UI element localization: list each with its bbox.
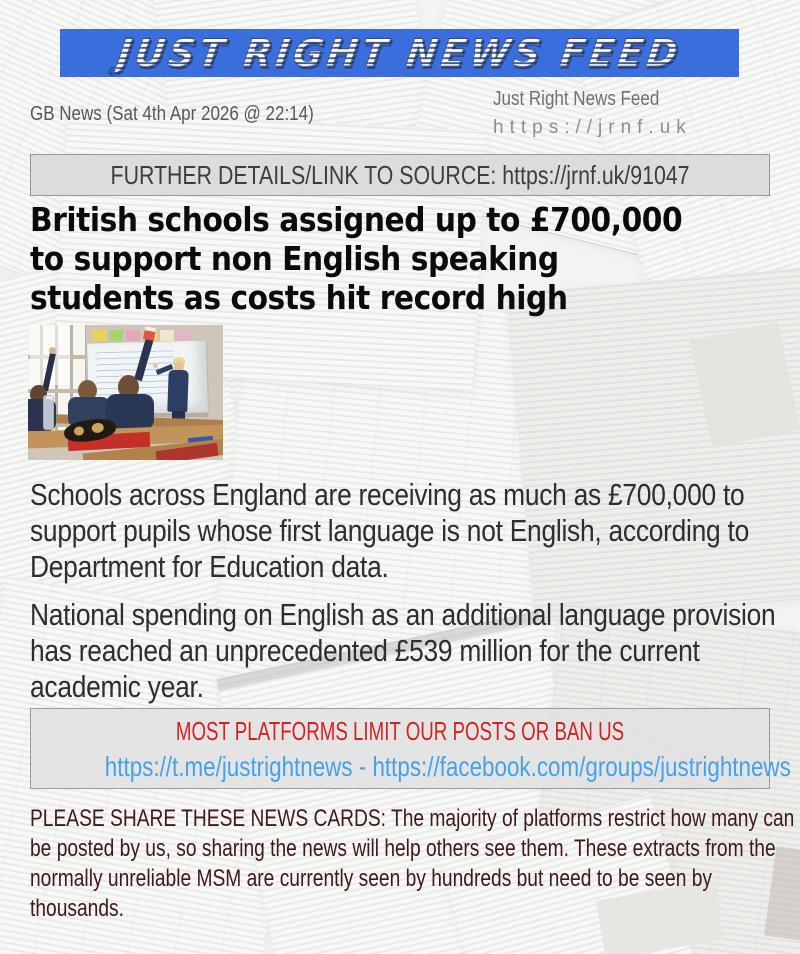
- headline-line: to support non English speaking: [30, 239, 559, 278]
- share-request-line: PLEASE SHARE THESE NEWS CARDS: The majority of platforms restrict how many can: [30, 805, 795, 832]
- share-request-line: thousands.: [30, 895, 124, 922]
- platform-warning-text: MOST PLATFORMS LIMIT OUR POSTS OR BAN US: [175, 716, 625, 746]
- headline-line: students as costs hit record high: [30, 278, 568, 317]
- share-request-line: be posted by us, so sharing the news will help others see them. These extracts from the: [30, 835, 776, 862]
- share-warning-box: [30, 708, 791, 789]
- body-line: support pupils whose first language is not English, according to: [30, 513, 749, 548]
- body-paragraph: [30, 597, 790, 705]
- raised-arm: [143, 326, 156, 341]
- body-line: Schools across England are receiving as much as £700,000 to: [30, 477, 745, 512]
- logo-banner: [60, 29, 739, 77]
- headline-line: British schools assigned up to £700,000: [30, 200, 683, 239]
- body-line: Department for Education data.: [30, 549, 389, 584]
- body-line: has reached an unprecedented £539 million for the current: [30, 633, 700, 668]
- teacher-figure: [167, 370, 188, 413]
- brand-url[interactable]: https://jrnf.uk: [493, 117, 692, 138]
- water-bottle: [43, 395, 54, 430]
- raised-arm: [49, 347, 56, 354]
- logo-text: JUST RIGHT NEWS FEED: [114, 31, 685, 75]
- body-line: academic year.: [30, 669, 204, 704]
- teacher-figure: [153, 363, 158, 368]
- further-details-link-text: FURTHER DETAILS/LINK TO SOURCE: https://jrnf.uk/91047: [110, 159, 690, 190]
- body-paragraph: [30, 477, 790, 585]
- classroom-photo: [28, 325, 223, 460]
- source-and-timestamp: GB News (Sat 4th Apr 2026 @ 22:14): [30, 103, 314, 125]
- brand-name: Just Right News Feed: [493, 88, 660, 110]
- share-request-line: normally unreliable MSM are currently seen by hundreds but need to be seen by: [30, 865, 712, 892]
- share-request-note: [30, 804, 795, 924]
- social-links[interactable]: https://t.me/justrightnews - https://facebook.com/groups/justrightnews: [104, 751, 791, 782]
- body-line: National spending on English as an additional language provision: [30, 597, 776, 632]
- headline: [30, 200, 790, 317]
- further-details-link-bar[interactable]: [30, 154, 770, 196]
